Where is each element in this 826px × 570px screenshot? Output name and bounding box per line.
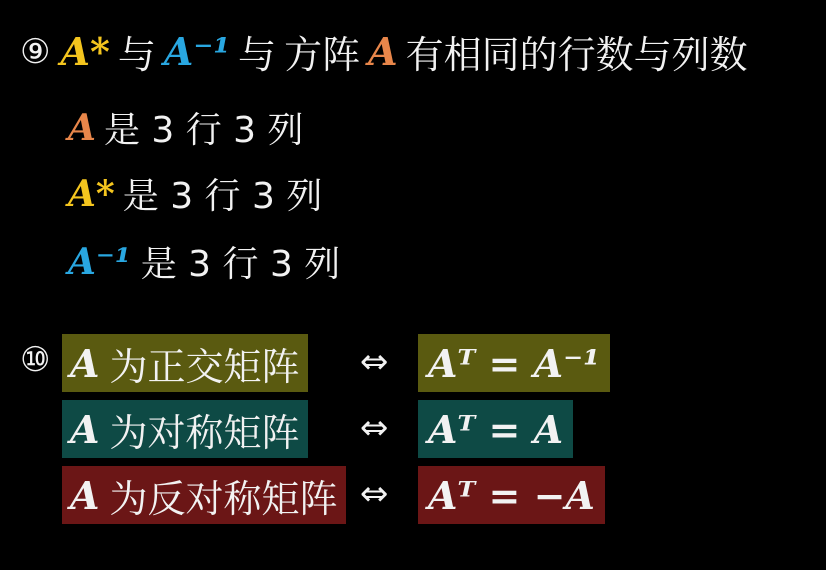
square-matrix-label: 方阵 [284, 33, 361, 77]
row-text: 是 3 行 3 列 [122, 176, 323, 217]
conj-yu-2: 与 [238, 33, 277, 77]
item9-number: ⑨ [20, 31, 51, 72]
iff-symbol: ⇔ [360, 474, 389, 514]
skew-symmetric-text: 为反对称矩阵 [109, 476, 338, 521]
orthogonal-formula-box [418, 334, 610, 392]
iff-symbol: ⇔ [360, 408, 389, 448]
matrix-A-symbol: A [70, 340, 100, 386]
skew-symmetric-formula-box [418, 466, 605, 524]
symmetric-formula-box [418, 400, 573, 458]
adjugate-symbol: A* [60, 29, 110, 74]
row-symbol: A [68, 106, 96, 149]
orthogonal-formula: Aᵀ = A⁻¹ [428, 340, 600, 386]
item9-row-adjugate [68, 168, 322, 219]
conj-yu-1: 与 [117, 33, 156, 77]
item9-heading [20, 24, 748, 79]
row-symbol: A⁻¹ [68, 240, 131, 283]
orthogonal-text: 为正交矩阵 [109, 344, 300, 389]
iff-symbol: ⇔ [360, 342, 389, 382]
item9-row-inverse [68, 236, 340, 287]
item9-rest-text: 有相同的行数与列数 [405, 33, 748, 77]
item10-number: ⑩ [20, 340, 51, 380]
skew-symmetric-label-box [62, 466, 346, 524]
symmetric-text: 为对称矩阵 [109, 410, 300, 455]
inverse-symbol: A⁻¹ [163, 29, 231, 74]
skew-symmetric-formula: Aᵀ = −A [428, 472, 595, 518]
row-text: 是 3 行 3 列 [140, 244, 341, 285]
row-symbol: A* [68, 172, 115, 215]
matrix-A-symbol: A [70, 472, 100, 518]
symmetric-formula: Aᵀ = A [428, 406, 564, 452]
matrix-A-symbol: A [70, 406, 100, 452]
symmetric-label-box [62, 400, 308, 458]
row-text: 是 3 行 3 列 [103, 110, 304, 151]
item9-row-A [68, 102, 304, 153]
matrix-A-symbol: A [368, 29, 398, 74]
orthogonal-label-box [62, 334, 308, 392]
